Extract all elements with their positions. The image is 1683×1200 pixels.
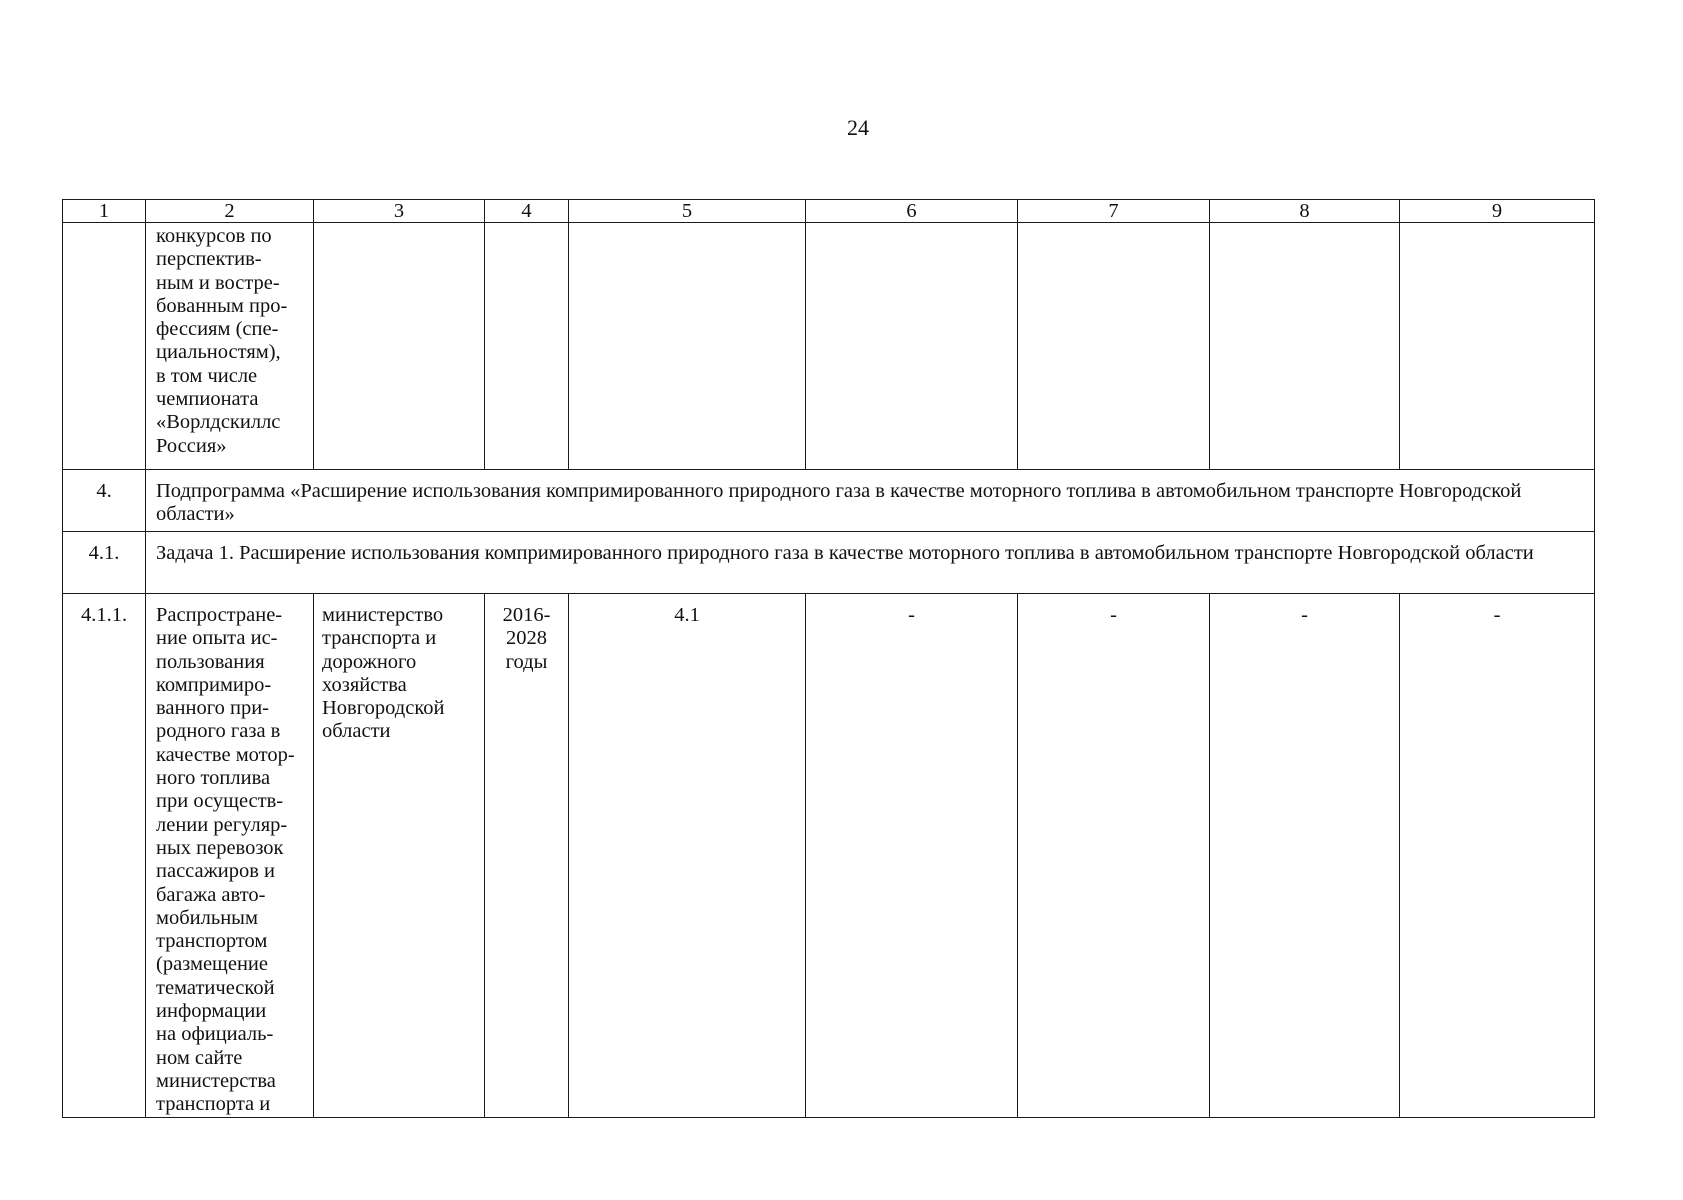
header-cell-2: 2 xyxy=(146,200,314,223)
continuation-cell-6 xyxy=(806,223,1018,470)
item-cell-8: - xyxy=(1210,594,1400,1118)
table-row-task xyxy=(63,532,1595,594)
item-executor: министерство транспорта и дорожного хозяйства Новгородской области xyxy=(314,594,485,1118)
header-cell-8: 8 xyxy=(1210,200,1400,223)
continuation-cell-9 xyxy=(1400,223,1595,470)
table-row-item xyxy=(63,594,1595,1118)
task-title: Задача 1. Расширение использования компримированного природного газа в качестве моторного топлива в автомобильном транспорте Новгородской области xyxy=(146,532,1595,594)
header-cell-1: 1 xyxy=(63,200,146,223)
page-number: 24 xyxy=(847,115,869,140)
table-header-row xyxy=(63,200,1595,223)
item-activity: Распростране- ние опыта ис- пользования компримиро- ванного при- родного газа в качестве мотор- ного топлива при осуществ- лении регуляр- ных перевозок пассажиров и багажа авто- мобильным транспортом (размещение тематической информации на официаль- ном сайте министерства транспорта и xyxy=(146,594,314,1118)
item-cell-9: - xyxy=(1400,594,1595,1118)
activities-table xyxy=(62,199,1595,1118)
subprogram-title: Подпрограмма «Расширение использования компримированного природного газа в качестве моторного топлива в автомобильном транспорте Новгородской области» xyxy=(146,470,1595,532)
item-cell-6: - xyxy=(806,594,1018,1118)
header-cell-3: 3 xyxy=(314,200,485,223)
header-cell-4: 4 xyxy=(485,200,569,223)
header-cell-7: 7 xyxy=(1018,200,1210,223)
table-row-subprogram xyxy=(63,470,1595,532)
item-period: 2016- 2028 годы xyxy=(485,594,569,1118)
header-cell-5: 5 xyxy=(569,200,806,223)
header-cell-9: 9 xyxy=(1400,200,1595,223)
task-number: 4.1. xyxy=(63,532,146,594)
continuation-cell-7 xyxy=(1018,223,1210,470)
continuation-cell-3 xyxy=(314,223,485,470)
item-target: 4.1 xyxy=(569,594,806,1118)
item-cell-7: - xyxy=(1018,594,1210,1118)
table-row-continuation xyxy=(63,223,1595,470)
continuation-cell-8 xyxy=(1210,223,1400,470)
subprogram-number: 4. xyxy=(63,470,146,532)
continuation-cell-4 xyxy=(485,223,569,470)
header-cell-6: 6 xyxy=(806,200,1018,223)
continuation-number-cell xyxy=(63,223,146,470)
continuation-cell-5 xyxy=(569,223,806,470)
continuation-activity-cell: конкурсов по перспектив- ным и востре- бованным про- фессиям (спе- циальностям), в том числе чемпионата «Ворлдскиллс Россия» xyxy=(146,223,314,470)
item-number: 4.1.1. xyxy=(63,594,146,1118)
